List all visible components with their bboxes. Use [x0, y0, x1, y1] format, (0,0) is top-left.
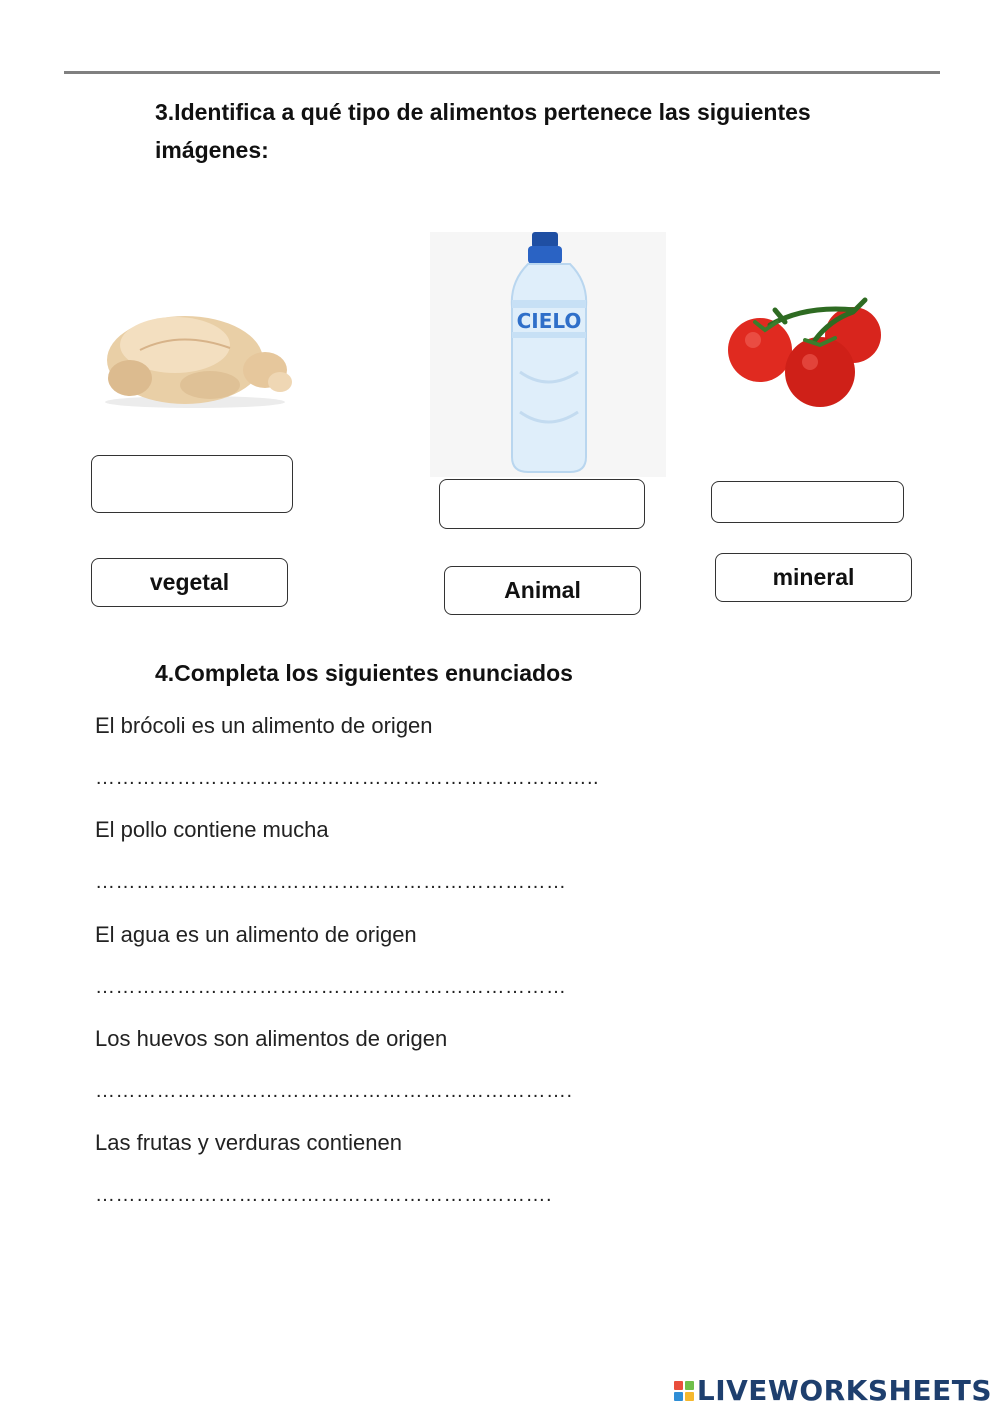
option-animal[interactable]: Animal [444, 566, 641, 615]
option-mineral[interactable]: mineral [715, 553, 912, 602]
bottle-label: CIELO [516, 309, 582, 333]
sentence-2: El pollo contiene mucha [95, 817, 329, 842]
sentence-5: Las frutas y verduras contienen [95, 1130, 402, 1155]
blank-1[interactable]: ……………………………………………………………….. [95, 767, 600, 789]
blank-4[interactable]: ……………………………………………………………. [95, 1080, 573, 1102]
sentence-1: El brócoli es un alimento de origen [95, 713, 433, 738]
section-3-heading: 3.Identifica a qué tipo de alimentos pertenece las siguientes imágenes: [155, 99, 811, 163]
logo-square-2 [685, 1381, 694, 1390]
section-4-heading: 4.Completa los siguientes enunciados [155, 660, 573, 686]
blank-2[interactable]: …………………………………………………………… [95, 871, 567, 893]
answer-box-chicken[interactable] [91, 455, 293, 513]
sentence-3: El agua es un alimento de origen [95, 922, 417, 947]
sentence-4: Los huevos son alimentos de origen [95, 1026, 448, 1051]
liveworksheets-brand [674, 1374, 992, 1407]
option-vegetal[interactable]: vegetal [91, 558, 288, 607]
raw-chicken-image [100, 290, 300, 415]
answer-box-water[interactable] [439, 479, 645, 529]
liveworksheets-logo-icon [674, 1381, 694, 1401]
water-bottle-image [430, 232, 666, 477]
tomatoes-image [725, 300, 890, 415]
blank-5[interactable]: …………………………………………………………. [95, 1184, 553, 1206]
logo-square-3 [674, 1392, 683, 1401]
top-divider [64, 71, 940, 74]
blank-3[interactable]: …………………………………………………………… [95, 976, 567, 998]
answer-box-tomato[interactable] [711, 481, 904, 523]
logo-square-1 [674, 1381, 683, 1390]
brand-text: LIVEWORKSHEETS [696, 1374, 992, 1407]
logo-square-4 [685, 1392, 694, 1401]
